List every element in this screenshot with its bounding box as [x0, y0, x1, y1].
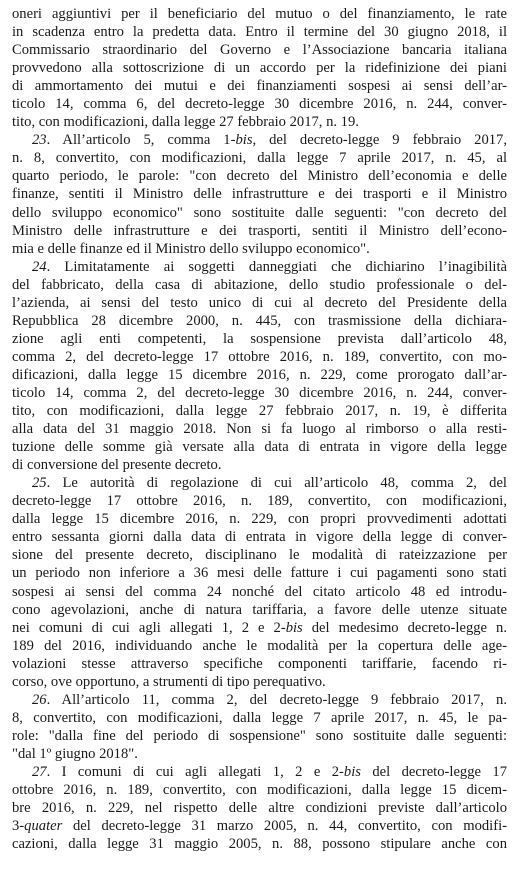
line-text: del fabbricato, della casa di abitazione, dello studio professionale o del- — [12, 276, 507, 293]
text-line — [12, 492, 507, 510]
text-line — [12, 294, 507, 312]
line-text: . Le autorità di regolazione di cui all’articolo 48, comma 2, del — [46, 475, 507, 492]
line-text: tito, con modificazioni, dalla legge 27 febbraio 2017, n. 19. — [12, 114, 359, 131]
line-text: dello sviluppo economico" sono sostituite dalle seguenti: "con decreto del — [12, 204, 507, 221]
line-text: role: "dalla fine del periodo di sospensione" sono sostituite dalle seguenti: — [12, 727, 507, 744]
line-text: bre 2016, n. 229, nel rispetto delle altre condizioni previste dall’articolo — [12, 800, 507, 817]
text-line — [12, 619, 507, 637]
text-line — [12, 583, 507, 601]
line-text: alla data del 31 maggio 2018. Non si fa luogo al rimborso o alla resti- — [12, 421, 507, 438]
line-text: di ammortamento dei mutui e dei finanziamenti sospesi ai sensi dell’ar- — [12, 78, 507, 95]
text-line — [12, 564, 507, 582]
text-line — [12, 546, 507, 564]
text-line — [12, 204, 507, 222]
line-text: . All’articolo 11, comma 2, del decreto-legge 9 febbraio 2017, n. — [46, 691, 507, 708]
text-line — [12, 185, 507, 203]
text-line — [12, 763, 507, 781]
text-line — [12, 330, 507, 348]
text-line — [12, 438, 507, 456]
line-text: dalla legge 15 dicembre 2016, n. 229, con propri provvedimenti adottati — [12, 511, 507, 528]
text-line — [12, 673, 507, 691]
text-line — [12, 691, 507, 709]
line-text: . Limitatamente ai soggetti danneggiati che dichiarino l’inagibilità — [46, 258, 507, 275]
line-text: 189 del 2016, individuando anche le modalità per la copertura delle age- — [12, 637, 507, 654]
text-line — [12, 402, 507, 420]
text-line — [12, 23, 507, 41]
text-line — [12, 528, 507, 546]
text-line — [12, 348, 507, 366]
line-text: sione del presente decreto, disciplinano le modalità di rateizzazione per — [12, 547, 507, 564]
text-line — [12, 655, 507, 673]
text-line — [12, 113, 507, 131]
text-line — [12, 95, 507, 113]
line-text: quarto periodo, le parole: "con decreto del Ministro dell’economia e delle — [12, 168, 507, 185]
line-text: ticolo 14, comma 2, del decreto-legge 30 dicembre 2016, n. 244, conver- — [12, 384, 507, 401]
text-line — [12, 709, 507, 727]
line-text: l’azienda, ai sensi del testo unico di cui al decreto del Presidente della — [12, 294, 507, 311]
paragraph-number: 26 — [32, 691, 47, 708]
paragraph-number: 27 — [32, 763, 47, 780]
text-line — [12, 510, 507, 528]
text-line — [12, 781, 507, 799]
text-line — [12, 77, 507, 95]
text-line — [12, 420, 507, 438]
line-text: entro sessanta giorni dalla data di entrata in vigore della legge di conver- — [12, 529, 507, 546]
line-text: dificazioni, dalla legge 15 dicembre 2016, n. 229, come prorogato dall’ar- — [12, 366, 507, 383]
paragraph-number: 24 — [32, 258, 47, 275]
text-line — [12, 637, 507, 655]
text-line — [12, 456, 507, 474]
text-line — [12, 59, 507, 77]
line-text: mia e delle finanze ed il Ministro dello sviluppo economico". — [12, 240, 370, 257]
paragraph-number: 23 — [32, 132, 47, 149]
line-text: . I comuni di cui agli allegati 1, 2 e 2-bis del decreto-legge 17 — [46, 763, 508, 780]
line-text: 3-quater del decreto-legge 31 marzo 2005, n. 44, convertito, con modifi- — [12, 818, 507, 835]
text-line — [12, 131, 507, 149]
text-line — [12, 167, 507, 185]
line-text: comma 2, del decreto-legge 17 ottobre 2016, n. 189, convertito, con mo- — [12, 348, 507, 365]
text-line — [12, 817, 507, 835]
text-line — [12, 312, 507, 330]
line-text: sospesi ai sensi del comma 24 nonché del citato articolo 48 ed introdu- — [12, 583, 507, 600]
line-text: tuzione delle somme già versate alla data di entrata in vigore della legge — [12, 439, 507, 456]
line-text: ticolo 14, comma 6, del decreto-legge 30 dicembre 2016, n. 244, conver- — [12, 96, 507, 113]
text-line — [12, 835, 507, 853]
text-line — [12, 384, 507, 402]
line-text: in scadenza entro la predetta data. Entro il termine del 30 giugno 2018, il — [12, 24, 507, 41]
line-text: n. 8, convertito, con modificazioni, dalla legge 7 aprile 2017, n. 45, al — [12, 150, 507, 167]
line-text: Commissario straordinario del Governo e l’Associazione bancaria italiana — [12, 42, 507, 59]
line-text: di conversione del presente decreto. — [12, 457, 222, 474]
text-line — [12, 727, 507, 745]
text-line — [12, 5, 507, 23]
text-line — [12, 474, 507, 492]
line-text: . All’articolo 5, comma 1-bis, del decreto-legge 9 febbraio 2017, — [46, 132, 507, 149]
line-text: tito, con modificazioni, dalla legge 27 febbraio 2017, n. 19, è differita — [12, 403, 507, 420]
line-text: Repubblica 28 dicembre 2000, n. 445, con trasmissione della dichiara- — [12, 312, 507, 329]
line-text: un periodo non inferiore a 36 mesi delle fatture i cui pagamenti sono stati — [12, 565, 507, 582]
line-text: ottobre 2016, n. 189, convertito, con modificazioni, dalla legge 15 dicem- — [12, 782, 507, 799]
text-line — [12, 41, 507, 59]
text-line — [12, 601, 507, 619]
line-text: "dal 1º giugno 2018". — [12, 745, 138, 762]
line-text: cazioni, dalla legge 31 maggio 2005, n. 88, possono stipulare anche con — [12, 836, 507, 853]
line-text: Ministro delle infrastrutture e dei trasporti, sentiti il Ministro dell’econo- — [12, 222, 507, 239]
paragraph-number: 25 — [32, 475, 47, 492]
text-line — [12, 276, 507, 294]
text-line — [12, 149, 507, 167]
text-line — [12, 366, 507, 384]
text-line — [12, 745, 507, 763]
line-text: provvedono alla sottoscrizione di un accordo per la ridefinizione dei piani — [12, 60, 507, 77]
text-line — [12, 240, 507, 258]
line-text: decreto-legge 17 ottobre 2016, n. 189, convertito, con modificazioni, — [12, 493, 507, 510]
line-text: volazioni stesse attraverso specifiche componenti tariffarie, facendo ri- — [12, 655, 507, 672]
text-line — [12, 799, 507, 817]
line-text: finanze, sentiti il Ministro delle infrastrutture e dei trasporti e il Ministro — [12, 186, 507, 203]
text-line — [12, 258, 507, 276]
line-text: cono agevolazioni, anche di natura tariffaria, a favore delle utenze situate — [12, 601, 507, 618]
line-text: oneri aggiuntivi per il beneficiario del mutuo o del finanziamento, le rate — [12, 6, 507, 22]
line-text: nei comuni di cui agli allegati 1, 2 e 2-bis del medesimo decreto-legge n. — [12, 619, 507, 636]
text-line — [12, 222, 507, 240]
line-text: corso, ove opportuno, a strumenti di tipo perequativo. — [12, 673, 326, 690]
line-text: 8, convertito, con modificazioni, dalla legge 7 aprile 2017, n. 45, le pa- — [12, 709, 507, 726]
line-text: zione agli enti competenti, la sospensione prevista dall’articolo 48, — [12, 330, 507, 347]
